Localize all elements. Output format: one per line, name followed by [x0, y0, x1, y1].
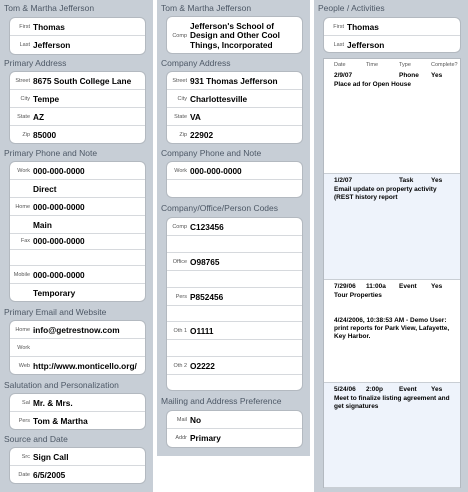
primary-email-header: Primary Email and Website [4, 307, 107, 317]
activities-table [323, 58, 461, 488]
activities-title: People / Activities [318, 3, 385, 13]
name-card [9, 17, 146, 55]
salutation-card [9, 393, 146, 430]
other1-code-spacer [167, 340, 302, 357]
column-header-time[interactable]: Time [366, 62, 379, 68]
person-first-name-row[interactable]: First Thomas [324, 18, 460, 36]
codes-card [166, 217, 303, 391]
office-code-spacer [167, 271, 302, 288]
contact-title: Tom & Martha Jefferson [4, 3, 95, 13]
state-row[interactable]: State AZ [10, 108, 145, 126]
home-email-row[interactable]: Home info@getrestnow.com [10, 321, 145, 339]
primary-phone-header: Primary Phone and Note [4, 148, 98, 158]
other2-code-row[interactable]: Oth 2 O2222 [167, 357, 302, 375]
activity-description: Place ad for Open House [334, 81, 411, 88]
source-header: Source and Date [4, 434, 68, 444]
company-value: Jefferson's School of Design and Other Cool Things, Incorporated [190, 20, 280, 50]
source-card [9, 447, 146, 484]
fax-row[interactable]: Fax 000-000-0000 [10, 232, 145, 250]
company-work-phone-row[interactable]: Work 000-000-0000 [167, 162, 302, 180]
salutation-row[interactable]: Sal Mr. & Mrs. [10, 394, 145, 412]
activity-row[interactable]: 7/29/06 11:00a Event Yes Tour Properties 4/24/2006, 10:38:53 AM - Demo User: print reports for Park View, Lafayette, Key Harbor. [324, 280, 460, 383]
company-panel [157, 0, 310, 456]
mail-preference-row[interactable]: Mail No [167, 411, 302, 429]
activities-table-header [324, 59, 460, 71]
work-phone-row[interactable]: Work 000-000-0000 [10, 162, 145, 180]
contact-panel [0, 0, 153, 492]
company-card [166, 16, 303, 54]
codes-header: Company/Office/Person Codes [161, 203, 279, 213]
other1-code-row[interactable]: Oth 1 O1111 [167, 322, 302, 340]
last-name-row[interactable]: Last Jefferson [19, 40, 71, 50]
person-code-row[interactable]: Pers P852456 [167, 288, 302, 306]
company-row[interactable]: Comp Jefferson's School of Design and Other Cool Things, Incorporated [167, 17, 302, 54]
primary-email-card [9, 320, 146, 375]
person-name-card [323, 17, 461, 53]
company-phone-note-row[interactable] [167, 180, 302, 198]
activity-description: Email update on property activity (REST history report [334, 186, 437, 201]
person-last-name-row[interactable]: Last Jefferson [333, 40, 385, 50]
person-code-spacer [167, 306, 302, 322]
activity-description: Meet to finalize listing agreement and get signatures [334, 395, 450, 410]
mailing-header: Mailing and Address Preference [161, 396, 282, 406]
company-phone-header: Company Phone and Note [161, 148, 262, 158]
work-email-row[interactable]: Work [10, 339, 145, 357]
column-header-complete[interactable]: Complete? [431, 62, 458, 68]
primary-address-header: Primary Address [4, 58, 67, 68]
column-header-date[interactable]: Date [334, 62, 346, 68]
office-code-row[interactable]: Office O98765 [167, 253, 302, 271]
zip-row[interactable]: Zip 85000 [22, 130, 57, 140]
company-code-spacer [167, 236, 302, 253]
personalization-row[interactable]: Pers Tom & Martha [18, 416, 88, 426]
primary-address-card [9, 71, 146, 144]
source-row[interactable]: Src Sign Call [10, 448, 145, 466]
company-zip-row[interactable]: Zip 22902 [179, 130, 214, 140]
activity-row[interactable]: 5/24/06 2:00p Event Yes Meet to finalize listing agreement and get signatures [324, 383, 460, 488]
other2-code-spacer [167, 375, 302, 391]
fax-note-row[interactable] [10, 250, 145, 266]
date-row[interactable]: Date 6/5/2005 [18, 470, 66, 480]
company-city-row[interactable]: City Charlottesville [167, 90, 302, 108]
company-code-row[interactable]: Comp C123456 [167, 218, 302, 236]
mailing-card [166, 410, 303, 448]
activity-row[interactable]: 2/9/07 Phone Yes Place ad for Open House [324, 71, 460, 174]
first-name-value: Thomas [33, 21, 65, 32]
activity-row[interactable]: 1/2/07 Task Yes Email update on property activity (REST history report [324, 174, 460, 280]
city-row[interactable]: City Tempe [10, 90, 145, 108]
company-street-row[interactable]: Street 931 Thomas Jefferson [167, 72, 302, 90]
home-phone-row[interactable]: Home 000-000-0000 [10, 198, 145, 216]
company-state-row[interactable]: State VA [167, 108, 302, 126]
activity-note: 4/24/2006, 10:38:53 AM - Demo User: print reports for Park View, Lafayette, Key Harbor. [334, 317, 450, 340]
company-address-header: Company Address [161, 58, 231, 68]
street-row[interactable]: Street 8675 South College Lane [10, 72, 145, 90]
activity-description: Tour Properties [334, 292, 382, 299]
mobile-phone-note-row[interactable]: Temporary [33, 288, 76, 298]
company-panel-title: Tom & Martha Jefferson [161, 3, 252, 13]
last-name-value: Jefferson [33, 40, 71, 50]
work-phone-note-row[interactable]: Direct [10, 180, 145, 198]
activities-panel [314, 0, 468, 492]
column-header-type[interactable]: Type [399, 62, 411, 68]
mobile-phone-row[interactable]: Mobile 000-000-0000 [10, 266, 145, 284]
company-phone-card [166, 161, 303, 198]
primary-phone-card [9, 161, 146, 302]
first-name-row[interactable]: First Thomas [10, 18, 145, 36]
address-preference-row[interactable]: Addr Primary [175, 433, 221, 443]
company-address-card [166, 71, 303, 144]
salutation-header: Salutation and Personalization [4, 380, 119, 390]
website-row[interactable]: Web http://www.monticello.org/ [18, 361, 137, 371]
home-phone-note-row[interactable]: Main [10, 216, 145, 234]
